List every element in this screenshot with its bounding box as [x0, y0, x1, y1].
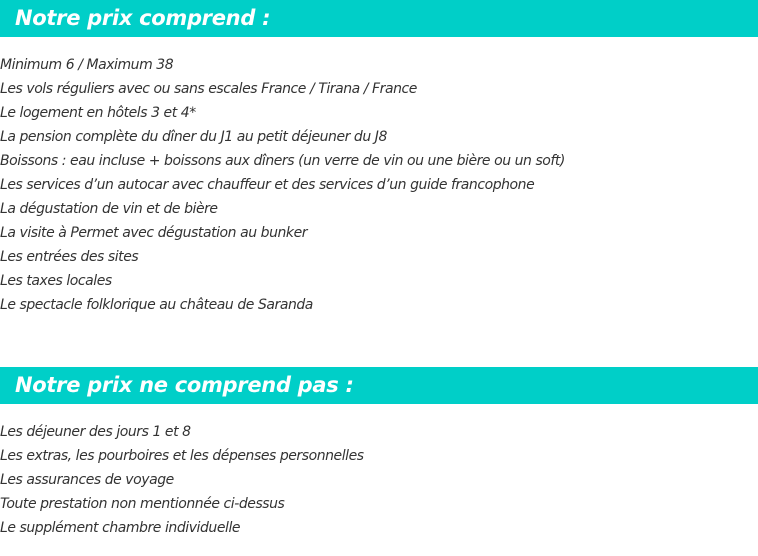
list-item: Le supplément chambre individuelle — [0, 520, 241, 536]
list-item: Le spectacle folklorique au château de Saranda — [0, 297, 313, 313]
list-item: La visite à Permet avec dégustation au bunker — [0, 225, 308, 241]
list-item: Les entrées des sites — [0, 249, 139, 265]
list-item: Les extras, les pourboires et les dépenses personnelles — [0, 448, 364, 464]
list-item: Les vols réguliers avec ou sans escales France / Tirana / France — [0, 81, 417, 97]
list-item: Toute prestation non mentionnée ci-dessus — [0, 496, 285, 512]
list-item: La pension complète du dîner du J1 au petit déjeuner du J8 — [0, 129, 387, 145]
excluded-section-title: Notre prix ne comprend pas : — [15, 373, 354, 397]
included-section-header — [0, 0, 758, 37]
included-items-list — [0, 53, 565, 317]
excluded-section-header — [0, 367, 758, 404]
included-section-title: Notre prix comprend : — [15, 6, 271, 30]
list-item: Les déjeuner des jours 1 et 8 — [0, 424, 191, 440]
list-item: Les services d’un autocar avec chauffeur et des services d’un guide francophone — [0, 177, 535, 193]
list-item: Les taxes locales — [0, 273, 112, 289]
list-item: Boissons : eau incluse + boissons aux dîners (un verre de vin ou une bière ou un soft) — [0, 153, 565, 169]
list-item: Minimum 6 / Maximum 38 — [0, 57, 174, 73]
list-item: La dégustation de vin et de bière — [0, 201, 218, 217]
list-item: Les assurances de voyage — [0, 472, 174, 488]
list-item: Le logement en hôtels 3 et 4* — [0, 105, 196, 121]
excluded-items-list — [0, 420, 364, 540]
